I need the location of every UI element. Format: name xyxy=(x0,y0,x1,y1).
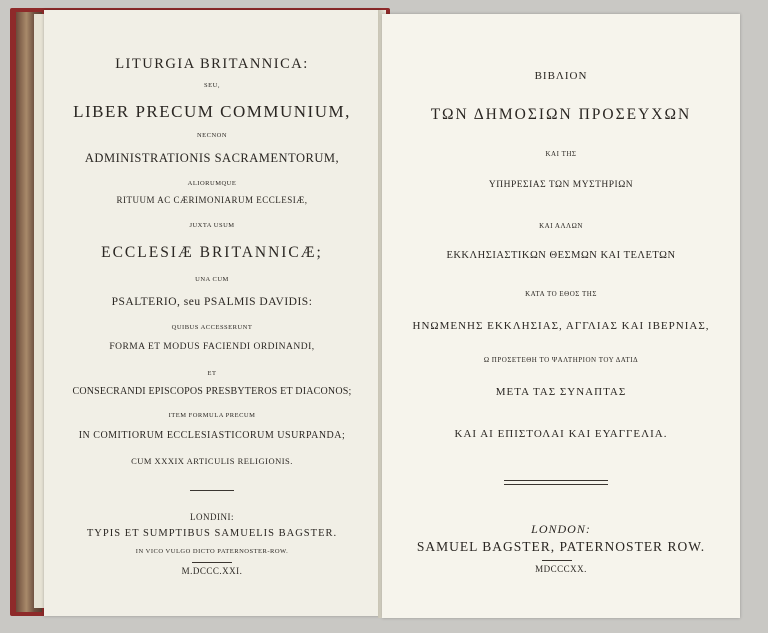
left-connector-line: ET xyxy=(207,370,217,377)
left-imprint-line: LONDINI: xyxy=(190,512,234,522)
right-connector-line: ΚΑΙ ΤΗΣ xyxy=(545,150,577,158)
right-divider-rule xyxy=(542,560,572,561)
right-subtitle-line: ΗΝΩΜΕΝΗΣ ΕΚΚΛΗΣΙΑΣ, ΑΓΓΛΙΑΣ ΚΑΙ ΙΒΕΡΝΙΑΣ, xyxy=(412,320,710,332)
left-subtitle-line: IN COMITIORUM ECCLESIASTICORUM USURPANDA; xyxy=(78,430,346,441)
left-title-line: LITURGIA BRITANNICA: xyxy=(115,56,309,72)
left-subtitle-line: CUM XXXIX ARTICULIS RELIGIONIS. xyxy=(131,456,293,466)
left-imprint-line: IN VICO VULGO DICTO PATERNOSTER-ROW. xyxy=(135,548,289,555)
right-subtitle-line: ΥΠΗΡΕΣΙΑΣ ΤΩΝ ΜΥΣΤΗΡΙΩΝ xyxy=(488,180,634,190)
right-main-title: ΤΩΝ ΔΗΜΟΣΙΩΝ ΠΡΟΣΕΥΧΩΝ xyxy=(430,106,692,123)
left-date-line: M.DCCC.XXI. xyxy=(181,566,243,576)
left-connector-line: QUIBUS ACCESSERUNT xyxy=(171,324,253,331)
left-imprint-line: TYPIS ET SUMPTIBUS SAMUELIS BAGSTER. xyxy=(86,528,338,539)
left-subtitle-line: FORMA ET MODUS FACIENDI ORDINANDI, xyxy=(109,342,315,352)
right-imprint-line: LONDON: xyxy=(531,522,591,536)
left-subtitle-line: PSALTERIO, seu PSALMIS DAVIDIS: xyxy=(111,296,313,308)
right-title-page xyxy=(382,14,740,618)
right-imprint-line: SAMUEL BAGSTER, PATERNOSTER ROW. xyxy=(416,539,706,554)
left-divider-rule xyxy=(190,490,234,491)
left-subtitle-line: RITUUM AC CÆRIMONIARUM ECCLESIÆ, xyxy=(116,195,308,205)
right-connector-line: ΚΑΙ ΑΛΛΩΝ xyxy=(539,222,583,230)
left-connector-line: NECNON xyxy=(196,132,228,139)
right-title-line: ΒΙΒΛΙΟΝ xyxy=(534,70,588,82)
right-date-line: MDCCCXX. xyxy=(535,564,587,574)
right-connector-line: ΚΑΤΑ ΤΟ ΕΘΟΣ ΤΗΣ xyxy=(525,290,597,298)
left-main-title: LIBER PRECUM COMMUNIUM, xyxy=(73,102,351,121)
left-connector-line: JUXTA USUM xyxy=(189,222,235,229)
left-connector-line: UNA CUM xyxy=(195,276,229,283)
left-connector-line: ALIORUMQUE xyxy=(187,180,237,187)
left-divider-rule xyxy=(192,562,232,563)
left-title-page xyxy=(44,10,380,616)
right-subtitle-line: ΕΚΚΛΗΣΙΑΣΤΙΚΩΝ ΘΕΣΜΩΝ ΚΑΙ ΤΕΛΕΤΩΝ xyxy=(446,250,676,261)
left-main-title: ECCLESIÆ BRITANNICÆ; xyxy=(101,244,323,261)
right-subtitle-line: ΚΑΙ ΑΙ ΕΠΙΣΤΟΛΑΙ ΚΑΙ ΕΥΑΓΓΕΛΙΑ. xyxy=(454,428,668,440)
right-connector-line: Ω ΠΡΟΣΕΤΕΘΗ ΤΟ ΨΑΛΤΗΡΙΟΝ ΤΟΥ ΔΑΤΙΔ xyxy=(483,356,639,364)
left-subtitle-line: CONSECRANDI EPISCOPOS PRESBYTEROS ET DIACONOS; xyxy=(72,386,352,397)
right-subtitle-line: ΜΕΤΑ ΤΑΣ ΣΥΝΑΠΤΑΣ xyxy=(495,386,627,398)
left-connector-line: ITEM FORMULA PRECUM xyxy=(168,412,256,419)
left-connector-line: SEU, xyxy=(204,82,220,89)
left-subtitle-line: ADMINISTRATIONIS SACRAMENTORUM, xyxy=(84,151,340,165)
right-divider-rule xyxy=(504,480,608,485)
